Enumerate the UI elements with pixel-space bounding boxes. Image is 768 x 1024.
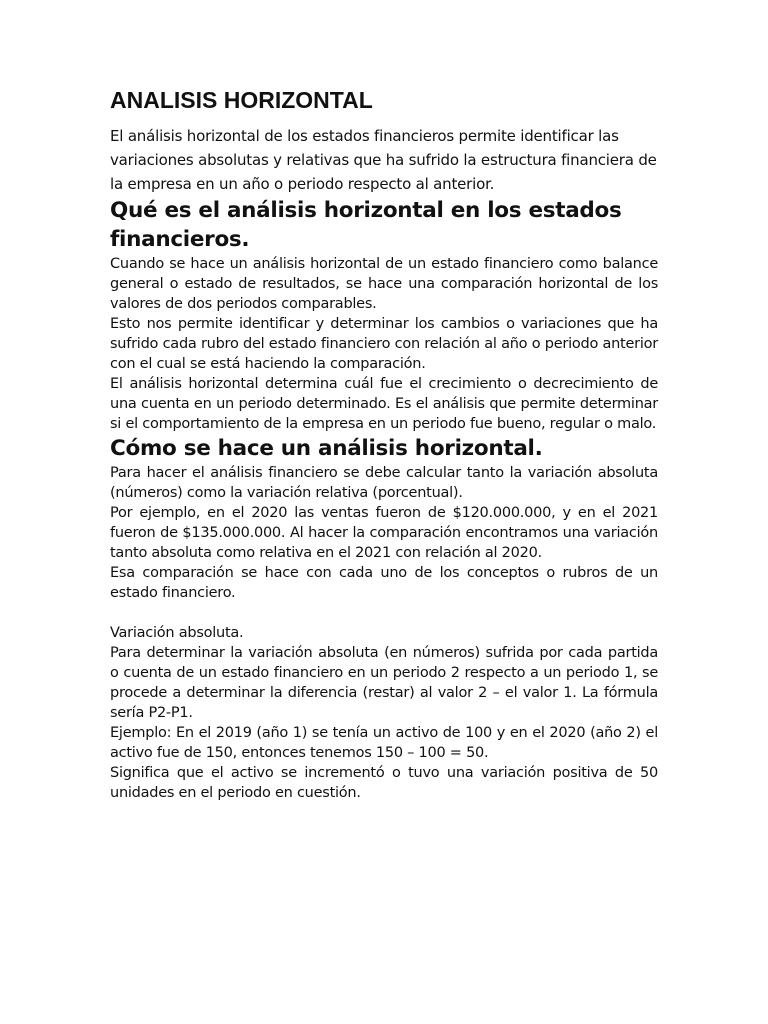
intro-paragraph: El análisis horizontal de los estados financieros permite identificar las variaciones absolutas y relativas que ha sufrido la estructura financiera de la empresa en un año o periodo respecto al anterior. bbox=[110, 127, 657, 193]
variacion-paragraph-3: Significa que el activo se incrementó o tuvo una variación positiva de 50 unidades en el periodo en cuestión. bbox=[110, 765, 658, 801]
document-title: ANALISIS HORIZONTAL bbox=[110, 87, 373, 113]
section2-paragraph-2: Por ejemplo, en el 2020 las ventas fueron de $120.000.000, y en el 2021 fueron de $135.000.000. Al hacer la comparación encontramos una variación tanto absoluta como relativa en el 2021 con relación al 2020. bbox=[110, 505, 658, 561]
variacion-paragraph-1: Para determinar la variación absoluta (en números) sufrida por cada partida o cuenta de un estado financiero en un periodo 2 respecto a un periodo 1, se procede a determinar la diferencia (restar) al valor 2 – el valor 1. La fórmula sería P2-P1. bbox=[110, 645, 658, 721]
section2-paragraph-1: Para hacer el análisis financiero se debe calcular tanto la variación absoluta (números) como la variación relativa (porcentual). bbox=[110, 465, 658, 501]
section1-paragraph-3: El análisis horizontal determina cuál fue el crecimiento o decrecimiento de una cuenta en un periodo determinado. Es el análisis que permite determinar si el comportamiento de la empresa en un periodo fue bueno, regular o malo. bbox=[110, 376, 658, 432]
section1-paragraph-2: Esto nos permite identificar y determinar los cambios o variaciones que ha sufrido cada rubro del estado financiero con relación al año o periodo anterior con el cual se está haciendo la comparación. bbox=[110, 316, 658, 372]
document-page bbox=[110, 86, 658, 803]
section2-paragraph-3: Esa comparación se hace con cada uno de los conceptos o rubros de un estado financiero. bbox=[110, 565, 658, 601]
subheading-variacion-absoluta: Variación absoluta. bbox=[110, 625, 244, 641]
variacion-paragraph-2: Ejemplo: En el 2019 (año 1) se tenía un activo de 100 y en el 2020 (año 2) el activo fue de 150, entonces tenemos 150 – 100 = 50. bbox=[110, 725, 658, 761]
section1-paragraph-1: Cuando se hace un análisis horizontal de un estado financiero como balance general o estado de resultados, se hace una comparación horizontal de los valores de dos periodos comparables. bbox=[110, 256, 658, 312]
section-heading-como-se-hace: Cómo se hace un análisis horizontal. bbox=[110, 436, 543, 461]
section-heading-que-es: Qué es el análisis horizontal en los estados financieros. bbox=[110, 198, 622, 252]
